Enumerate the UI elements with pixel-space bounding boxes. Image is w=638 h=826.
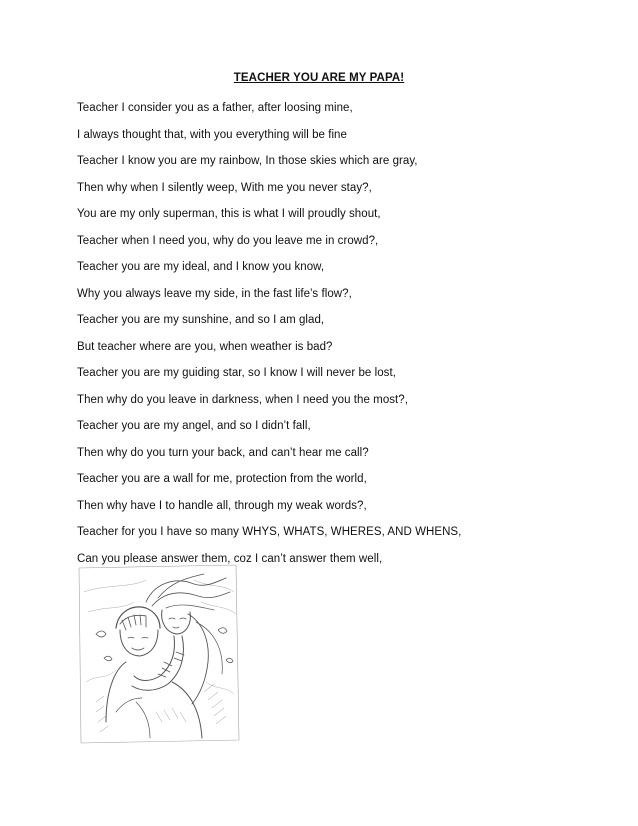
poem-line: Then why do you turn your back, and can’t hear me call? [77,446,369,459]
poem-line: Teacher you are my angel, and so I didn’t fall, [77,420,311,432]
poem-line: Teacher I consider you as a father, after loosing mine, [77,102,353,114]
poem-line: I always thought that, with you everything will be fine [77,128,347,141]
poem-line: Then why do you leave in darkness, when I need you the most?, [77,393,408,406]
poem-title: TEACHER YOU ARE MY PAPA! [233,72,405,84]
poem-line: Teacher when I need you, why do you leave me in crowd?, [77,234,379,247]
poem-line: Then why when I silently weep, With me you never stay?, [77,181,372,194]
poem-line: You are my only superman, this is what I will proudly shout, [77,208,381,220]
sketch-drawing [76,562,242,746]
poem-line: But teacher where are you, when weather is bad? [77,340,333,353]
poem-line: Teacher you are my ideal, and I know you know, [77,261,325,273]
poem-line: Can you please answer them, coz I can’t answer them well, [77,552,383,565]
poem-line: Teacher I know you are my rainbow, In those skies which are gray, [77,155,418,167]
poem-line: Teacher you are my sunshine, and so I am glad, [77,314,325,326]
poem-body [77,101,597,578]
poem-line: Teacher you are my guiding star, so I know I will never be lost, [77,367,396,379]
pencil-sketch-illustration [76,562,242,746]
poem-line: Then why have I to handle all, through my weak words?, [77,499,367,512]
poem-line: Teacher you are a wall for me, protection from the world, [77,473,367,485]
poem-line: Teacher for you I have so many WHYS, WHATS, WHERES, AND WHENS, [77,526,462,538]
poem-line: Why you always leave my side, in the fast life’s flow?, [77,287,352,300]
